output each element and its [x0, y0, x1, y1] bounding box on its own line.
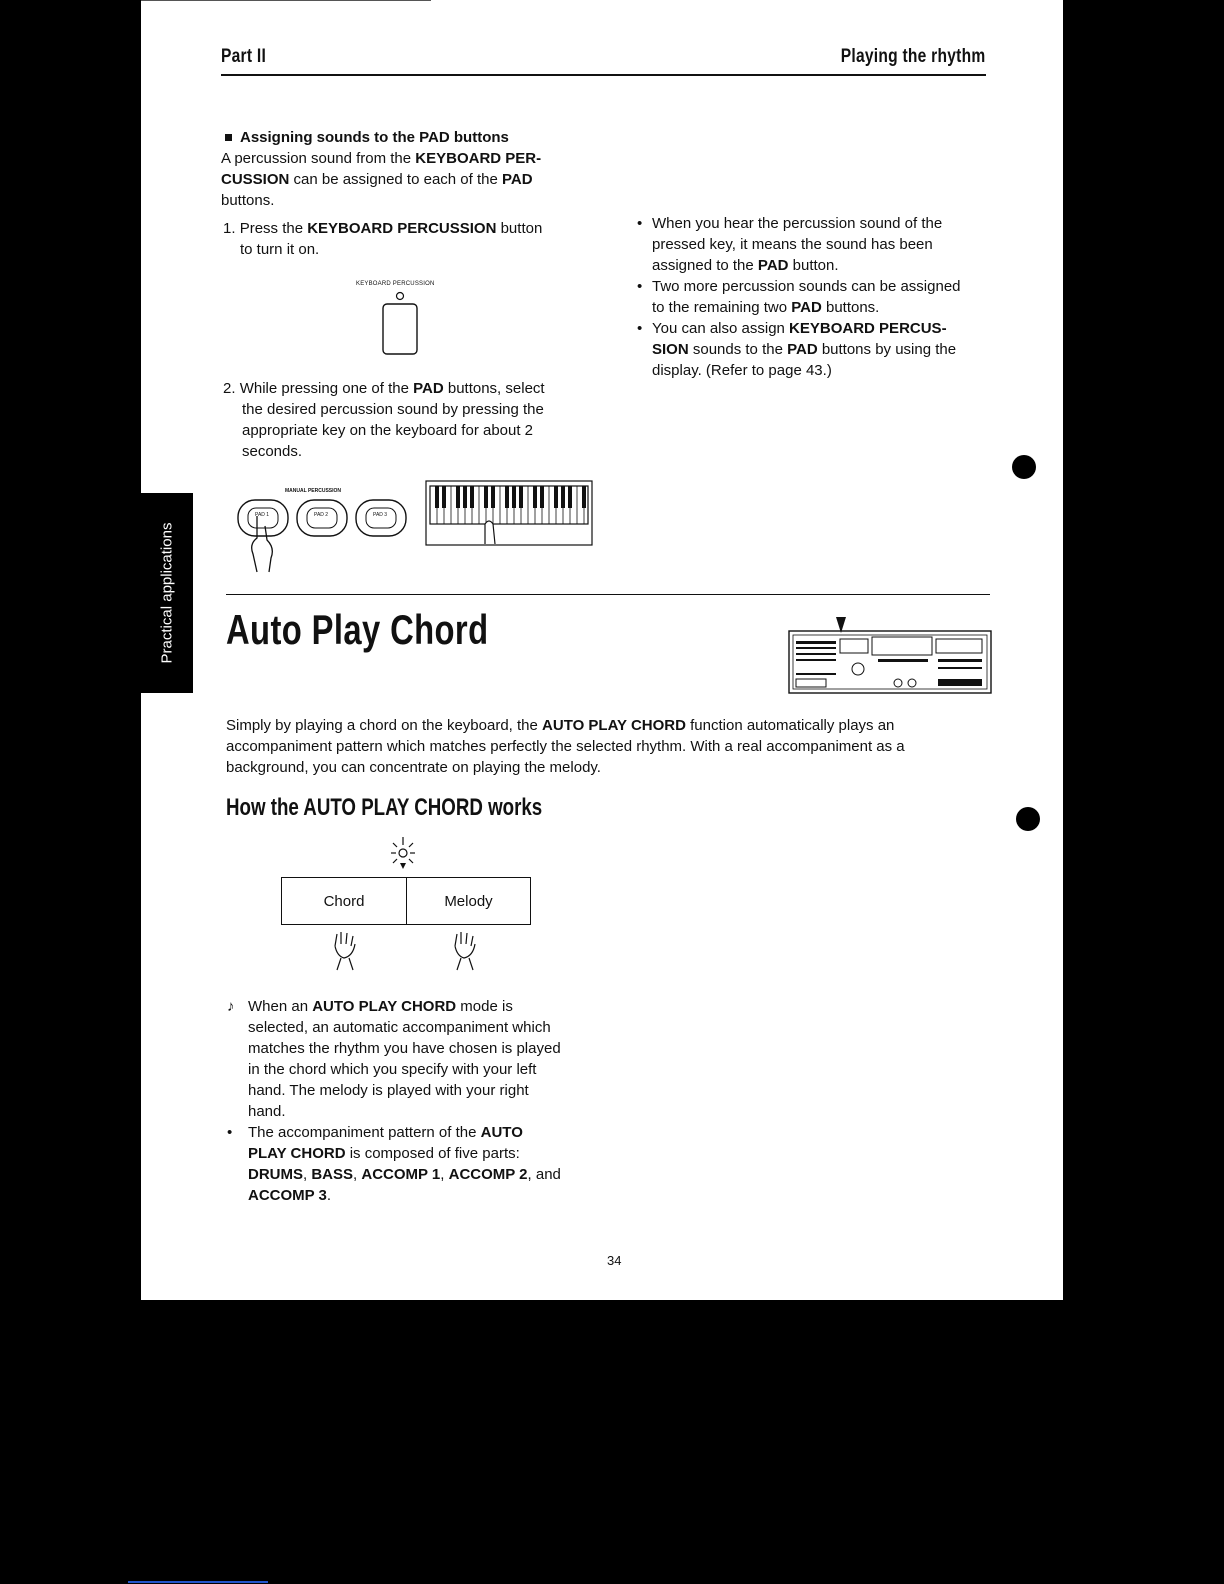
- header-section: Playing the rhythm: [840, 46, 985, 67]
- pad-section-heading: Assigning sounds to the PAD buttons: [225, 127, 509, 148]
- manual-percussion-label: MANUAL PERCUSSION: [285, 488, 342, 494]
- pad-3-label: PAD 3: [373, 512, 388, 518]
- pad-buttons-figure: [235, 494, 415, 574]
- apc-notes: [227, 996, 589, 1206]
- keyboard-percussion-label: KEYBOARD PERCUSSION: [356, 281, 435, 287]
- section-title: Auto Play Chord: [226, 606, 489, 653]
- left-hand-icon: [329, 930, 363, 972]
- chord-melody-diagram: [281, 877, 531, 925]
- side-tab: [141, 493, 193, 693]
- header-rule: [221, 74, 986, 76]
- chord-label: Chord: [323, 892, 365, 910]
- pad-notes: [637, 213, 989, 381]
- pad-2-label: PAD 2: [314, 512, 329, 518]
- note-item: • You can also assign KEYBOARD PERCUS- SION sounds to the PAD buttons by using the display. (Refer to page 43.): [637, 320, 957, 379]
- square-bullet-icon: [225, 134, 232, 141]
- keyboard-percussion-button-figure: [376, 288, 426, 358]
- section-divider: [226, 594, 990, 595]
- music-note-icon: ♪: [227, 998, 235, 1015]
- top-border-line: [141, 0, 431, 1]
- right-hand-icon: [449, 930, 483, 972]
- margin-dot-marker: [1016, 807, 1040, 831]
- note-item: • The accompaniment pattern of the AUTO PLAY CHORD is composed of five parts: DRUMS, BASS, ACCOMP 1, ACCOMP 2, and ACCOMP 3.: [227, 1124, 561, 1204]
- note-item: ♪ When an AUTO PLAY CHORD mode is selected, an automatic accompaniment which matches the rhythm you have chosen is played in the chord which you specify with your left hand. The melody is played with your right hand.: [227, 998, 561, 1120]
- header-part: Part II: [221, 46, 267, 67]
- melody-label: Melody: [444, 892, 493, 910]
- note-item: • Two more percussion sounds can be assigned to the remaining two PAD buttons.: [637, 278, 961, 316]
- keyboard-figure: [425, 480, 595, 548]
- blue-underline: [128, 1581, 268, 1583]
- pad-1-label: PAD 1: [255, 512, 270, 518]
- side-tab-label: Practical applications: [158, 522, 176, 664]
- margin-dot-marker: [1012, 455, 1036, 479]
- control-panel-thumbnail: [788, 617, 994, 695]
- pad-intro: A percussion sound from the KEYBOARD PER- CUSSION can be assigned to each of the PAD buttons.: [221, 150, 542, 209]
- apc-intro: Simply by playing a chord on the keyboard, the AUTO PLAY CHORD function automatically plays an accompaniment pattern which matches perfectly the selected rhythm. With a real accompaniment as a background, you can concentrate on playing the melody.: [226, 717, 905, 776]
- page-number: 34: [607, 1253, 622, 1268]
- step-2: 2. While pressing one of the PAD buttons, select the desired percussion sound by pressing the appropriate key on the keyboard for about 2 seconds.: [223, 380, 545, 460]
- sparkle-icon: [383, 833, 423, 873]
- note-item: • When you hear the percussion sound of the pressed key, it means the sound has been assigned to the PAD button.: [637, 215, 943, 274]
- manual-page: [141, 0, 1063, 1300]
- step-1: 1. Press the KEYBOARD PERCUSSION button to turn it on.: [223, 220, 543, 258]
- subheading: How the AUTO PLAY CHORD works: [226, 794, 543, 821]
